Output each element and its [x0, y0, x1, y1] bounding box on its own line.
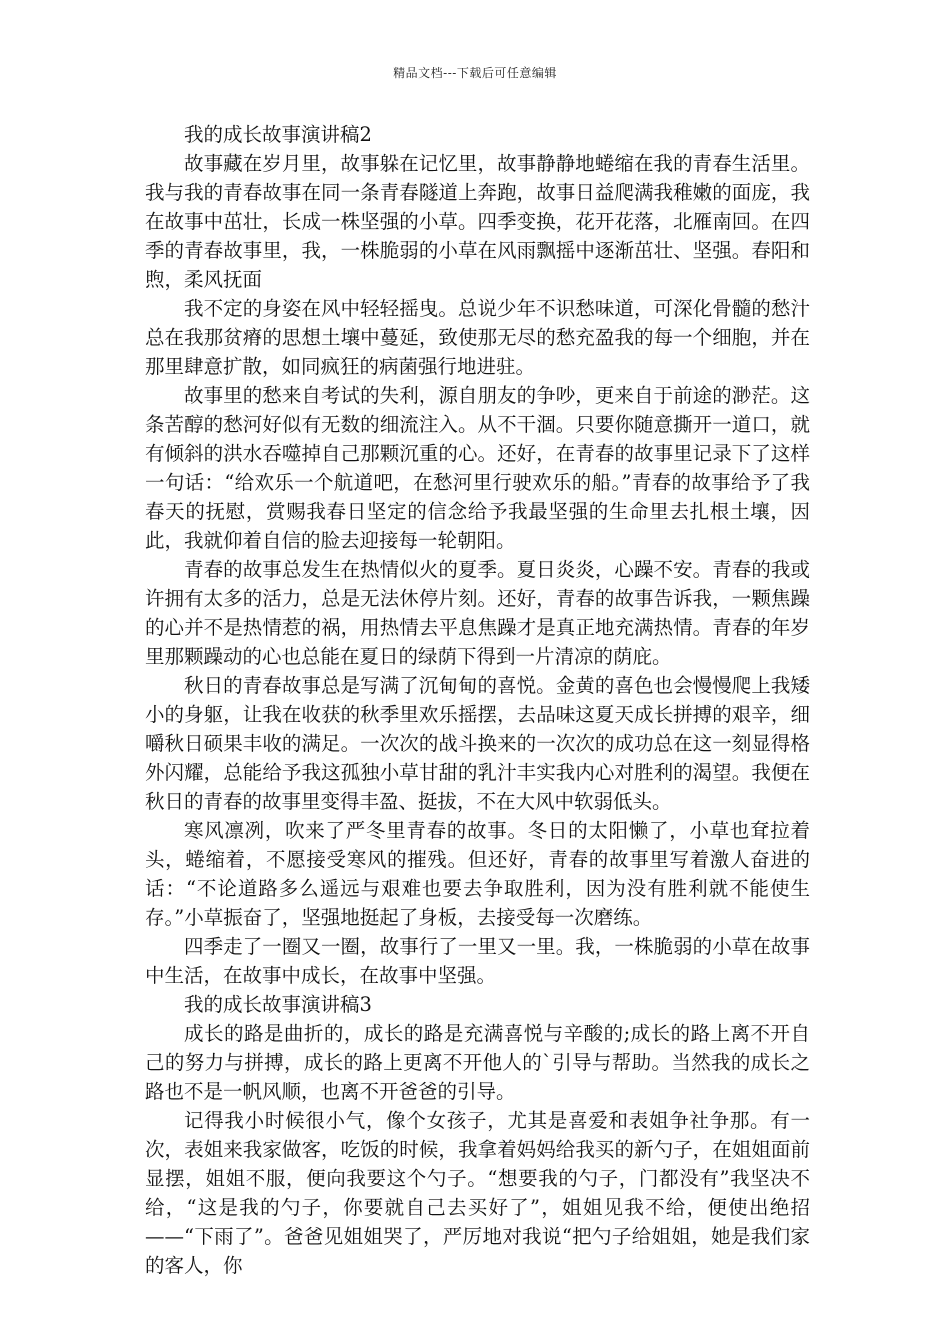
paragraph: 寒风凛冽，吹来了严冬里青春的故事。冬日的太阳懒了，小草也耷拉着头，蜷缩着，不愿接受寒风的摧残。但还好，青春的故事里写着激人奋进的话：“不论道路多么遥远与艰难也要去争取胜利，因为没有胜利就不能使生存。”小草振奋了，坚强地挺起了身板，去接受每一次磨练。	[145, 819, 810, 929]
section-heading: 我的成长故事演讲稿3	[184, 993, 372, 1016]
paragraph: 秋日的青春故事总是写满了沉甸甸的喜悦。金黄的喜色也会慢慢爬上我矮小的身躯，让我在收获的秋季里欢乐摇摆，去品味这夏天成长拼搏的艰辛，细嚼秋日硕果丰收的满足。一次次的战斗换来的一次次的成功总在这一刻显得格外闪耀，总能给予我这孤独小草甘甜的乳汁丰实我内心对胜利的渴望。我便在秋日的青春的故事里变得丰盈、挺拔，不在大风中软弱低头。	[145, 674, 810, 813]
paragraph: 故事里的愁来自考试的失利，源自朋友的争吵，更来自于前途的渺茫。这条苦醇的愁河好似有无数的细流注入。从不干涸。只要你随意撕开一道口，就有倾斜的洪水吞噬掉自己那颗沉重的心。还好，在青春的故事里记录下了这样一句话：“给欢乐一个航道吧，在愁河里行驶欢乐的船。”青春的故事给予了我春天的抚慰，赏赐我春日坚定的信念给予我最坚强的生命里去扎根土壤，因此，我就仰着自信的脸去迎接每一轮朝阳。	[145, 384, 810, 552]
section-heading: 我的成长故事演讲稿2	[184, 123, 372, 146]
page-header: 精品文档---下载后可任意编辑	[393, 66, 557, 80]
paragraph: 四季走了一圈又一圈，故事行了一里又一里。我，一株脆弱的小草在故事中生活，在故事中成长，在故事中坚强。	[145, 935, 810, 987]
paragraph: 成长的路是曲折的，成长的路是充满喜悦与辛酸的;成长的路上离不开自己的努力与拼搏，成长的路上更离不开他人的`引导与帮助。当然我的成长之路也不是一帆风顺，也离不开爸爸的引导。	[145, 1022, 810, 1103]
paragraph: 故事藏在岁月里，故事躲在记忆里，故事静静地蜷缩在我的青春生活里。我与我的青春故事在同一条青春隧道上奔跑，故事日益爬满我稚嫩的面庞，我在故事中茁壮，长成一株坚强的小草。四季变换，花开花落，北雁南回。在四季的青春故事里，我，一株脆弱的小草在风雨飘摇中逐渐茁壮、坚强。春阳和煦，柔风抚面	[145, 152, 810, 291]
paragraph: 记得我小时候很小气，像个女孩子，尤其是喜爱和表姐争社争那。有一次，表姐来我家做客，吃饭的时候，我拿着妈妈给我买的新勺子，在姐姐面前显摆，姐姐不服，便向我要这个勺子。“想要我的勺子，门都没有”我坚决不给，“这是我的勺子，你要就自己去买好了”，姐姐见我不给，便使出绝招——“下雨了”。爸爸见姐姐哭了，严厉地对我说“把勺子给姐姐，她是我们家的客人，你	[145, 1109, 810, 1277]
paragraph: 青春的故事总发生在热情似火的夏季。夏日炎炎，心躁不安。青春的我或许拥有太多的活力，总是无法休停片刻。还好，青春的故事告诉我，一颗焦躁的心并不是热情惹的祸，用热情去平息焦躁才是真正地充满热情。青春的年岁里那颗躁动的心也总能在夏日的绿荫下得到一片清凉的荫庇。	[145, 558, 810, 668]
paragraph: 我不定的身姿在风中轻轻摇曳。总说少年不识愁味道，可深化骨髓的愁汁总在我那贫瘠的思想土壤中蔓延，致使那无尽的愁充盈我的每一个细胞，并在那里肆意扩散，如同疯狂的病菌强行地进驻。	[145, 297, 810, 378]
document-body	[145, 120, 810, 1280]
